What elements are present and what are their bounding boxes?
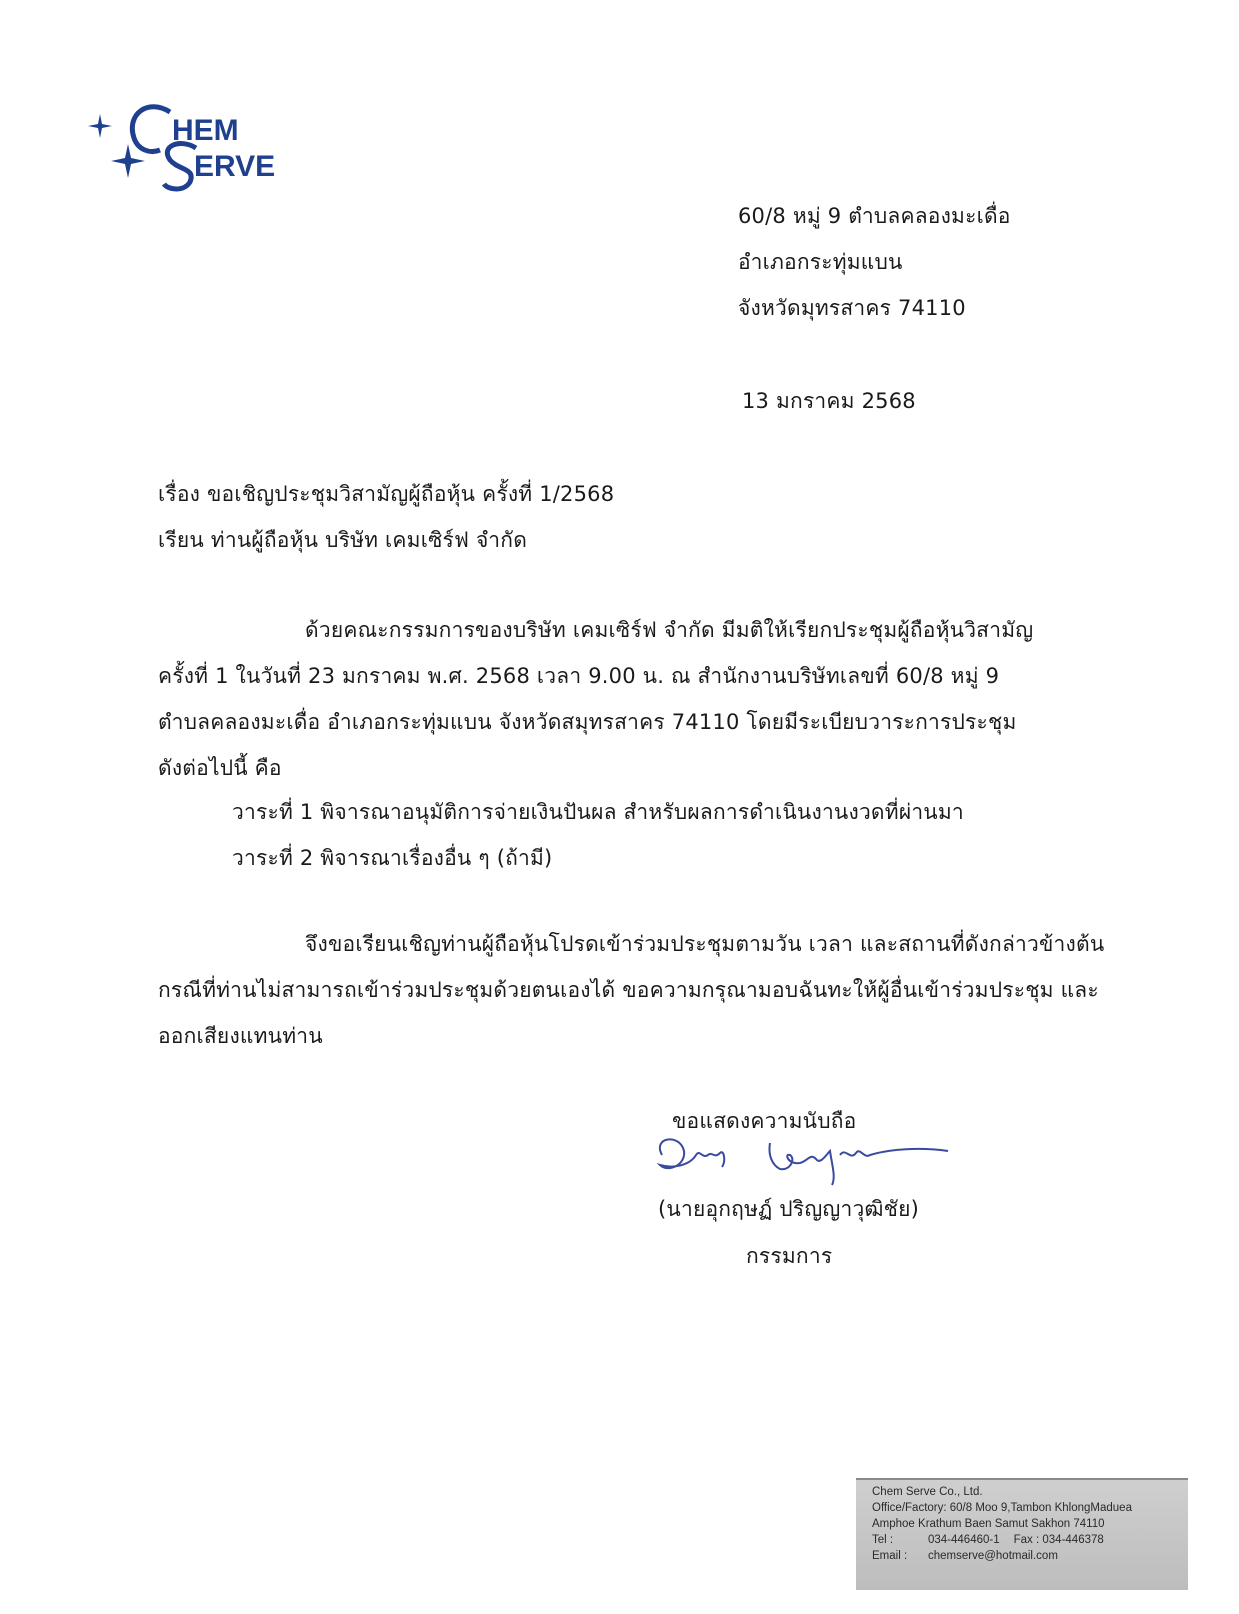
footer-company: Chem Serve Co., Ltd. xyxy=(872,1486,983,1498)
letter-date: 13 มกราคม 2568 xyxy=(742,389,916,413)
signer-name: (นายอุกฤษฏ์ ปริญญาวุฒิชัย) xyxy=(658,1197,920,1221)
footer-fax: Fax : 034-446378 xyxy=(1013,1534,1104,1546)
signer-title: กรรมการ xyxy=(746,1244,833,1268)
complimentary-close: ขอแสดงความนับถือ xyxy=(672,1109,857,1133)
footer-tel: 034-446460-1 xyxy=(928,1534,1000,1546)
body-line-2: ครั้งที่ 1 ในวันที่ 23 มกราคม พ.ศ. 2568 เวลา 9.00 น. ณ สำนักงานบริษัทเลขที่ 60/8 หมู่ 9 xyxy=(158,664,1000,688)
letter-subject: เรื่อง ขอเชิญประชุมวิสามัญผู้ถือหุ้น ครั้งที่ 1/2568 xyxy=(158,482,615,506)
body-line-1: ด้วยคณะกรรมการของบริษัท เคมเซิร์ฟ จำกัด มีมติให้เรียกประชุมผู้ถือหุ้นวิสามัญ xyxy=(305,618,1034,642)
footer-email: chemserve@hotmail.com xyxy=(928,1550,1058,1562)
footer-tel-label: Tel : xyxy=(872,1534,894,1546)
address-line-1: 60/8 หมู่ 9 ตำบลคลองมะเดื่อ xyxy=(738,204,1011,228)
closing-line-1: จึงขอเรียนเชิญท่านผู้ถือหุ้นโปรดเข้าร่วมประชุมตามวัน เวลา และสถานที่ดังกล่าวข้างต้น xyxy=(305,932,1105,956)
agenda-item-1: วาระที่ 1 พิจารณาอนุมัติการจ่ายเงินปันผล สำหรับผลการดำเนินงานงวดที่ผ่านมา xyxy=(232,800,964,824)
footer-email-row xyxy=(872,1550,1058,1562)
letter-recipient: เรียน ท่านผู้ถือหุ้น บริษัท เคมเซิร์ฟ จำกัด xyxy=(158,528,528,552)
logo-text-line1: HEM xyxy=(172,114,239,147)
address-line-2: อำเภอกระทุ่มแบน xyxy=(738,250,903,274)
company-info-box xyxy=(856,1478,1188,1590)
address-line-3: จังหวัดมุทรสาคร 74110 xyxy=(738,296,966,320)
footer-amphoe: Amphoe Krathum Baen Samut Sakhon 74110 xyxy=(872,1518,1105,1530)
handwritten-signature xyxy=(650,1125,970,1195)
closing-line-2: กรณีที่ท่านไม่สามารถเข้าร่วมประชุมด้วยตนเองได้ ขอความกรุณามอบฉันทะให้ผู้อื่นเข้าร่วมประชุม และ xyxy=(158,978,1099,1002)
chemserve-logo xyxy=(78,92,278,192)
sparkle-icon xyxy=(88,114,112,138)
agenda-item-2: วาระที่ 2 พิจารณาเรื่องอื่น ๆ (ถ้ามี) xyxy=(232,846,553,870)
footer-email-label: Email : xyxy=(872,1550,908,1562)
logo-text-line2: ERVE xyxy=(194,150,276,183)
closing-line-3: ออกเสียงแทนท่าน xyxy=(158,1024,323,1048)
body-line-4: ดังต่อไปนี้ คือ xyxy=(158,756,282,780)
footer-tel-row xyxy=(872,1534,1104,1546)
body-line-3: ตำบลคลองมะเดื่อ อำเภอกระทุ่มแบน จังหวัดสมุทรสาคร 74110 โดยมีระเบียบวาระการประชุม xyxy=(158,710,1017,734)
footer-office: Office/Factory: 60/8 Moo 9,Tambon KhlongMaduea xyxy=(872,1502,1132,1514)
